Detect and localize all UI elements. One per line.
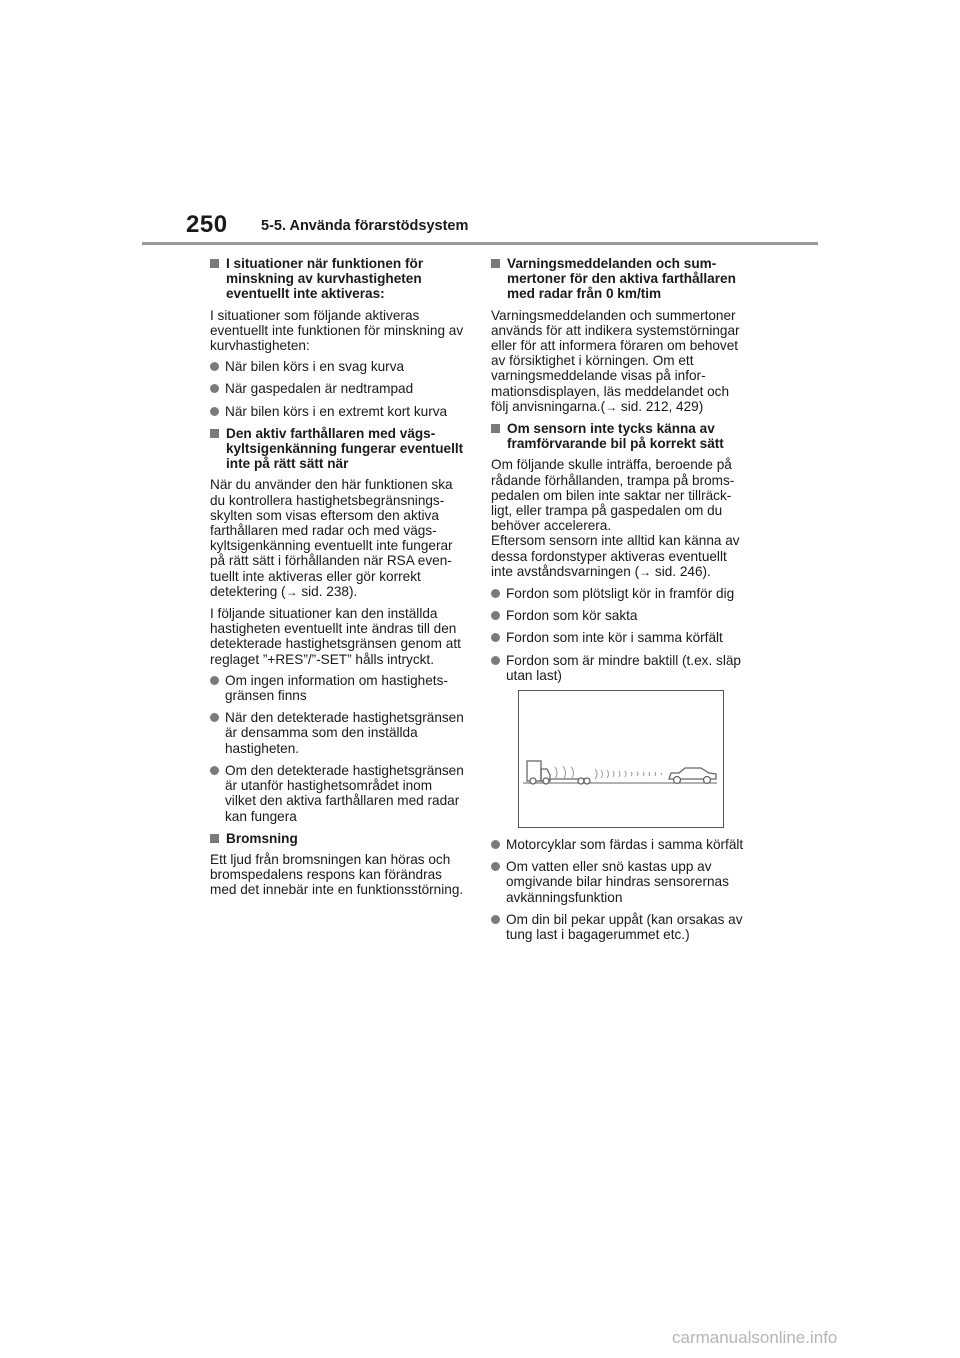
list-item <box>491 586 747 601</box>
truck-car-diagram <box>519 691 723 827</box>
section-heading <box>491 256 747 302</box>
square-bullet-icon <box>210 259 219 268</box>
circle-bullet-icon <box>210 676 219 685</box>
square-bullet-icon <box>491 424 500 433</box>
watermark: carmanualsonline.info <box>672 1328 838 1347</box>
section-heading <box>210 426 466 472</box>
paragraph <box>210 477 466 600</box>
circle-bullet-icon <box>210 407 219 416</box>
paragraph-text: Om följande skulle inträffa, beroende på rådande förhållanden, trampa på bromspedalen om bilen inte saktar ner tillräckligt, eller trampa på gaspedalen om du behöver accelerera. Eftersom sensorn inte alltid kan känna av dessa fordonstyper aktiveras eventuellt inte avståndsvarningen ( <box>491 457 740 579</box>
paragraph-text: När du använder den här funktionen ska du kontrollera hastighetsbegränsningsskylten som visas eftersom den aktiva farthållaren med radar och med vägskyltsigenkänning eventuellt inte fungerar på rätt sätt i förhållanden när RSA eventuellt inte aktiveras eller gör korrekt detektering ( <box>210 477 453 599</box>
list-item <box>491 859 747 905</box>
page-reference-link[interactable]: sid. 212, 429) <box>620 398 704 414</box>
list-item <box>210 710 466 756</box>
list-item-text: Motorcyklar som färdas i samma körfält <box>506 837 744 853</box>
left-column <box>210 256 466 904</box>
circle-bullet-icon <box>210 713 219 722</box>
list-item-text: Om ingen information om hastighetsgränsen finns <box>225 672 448 704</box>
list-item <box>210 359 466 374</box>
list-item <box>491 837 747 852</box>
circle-bullet-icon <box>491 915 500 924</box>
list-item-text: Fordon som plötsligt kör in framför dig <box>506 586 735 602</box>
circle-bullet-icon <box>491 611 500 620</box>
square-bullet-icon <box>491 259 500 268</box>
circle-bullet-icon <box>491 840 500 849</box>
list-item-text: Fordon som är mindre baktill (t.ex. släp utan last) <box>506 652 741 683</box>
list-item-text: När bilen körs i en svag kurva <box>225 359 405 375</box>
truck-icon <box>527 761 590 784</box>
list-item <box>210 763 466 824</box>
circle-bullet-icon <box>491 589 500 598</box>
header-divider <box>142 242 818 245</box>
list-item <box>491 653 747 683</box>
list-item-text: Om din bil pekar uppåt (kan orsakas av tung last i bagagerummet etc.) <box>506 911 743 943</box>
circle-bullet-icon <box>210 384 219 393</box>
paragraph <box>491 308 747 415</box>
truck-radar-illustration <box>518 690 724 828</box>
list-item-text: När den detekterade hastighetsgränsen är densamma som den inställda hastigheten. <box>225 710 464 756</box>
list-item-text: När gaspedalen är nedtrampad <box>225 381 414 397</box>
paragraph: I situationer som följande aktiveras eventuellt inte funktionen för minskning av kurvhastigheten: <box>210 307 464 354</box>
list-item-text: Om den detekterade hastighetsgränsen är utanför hastighetsområdet inom vilket den aktiva farthållaren med radar kan fungera <box>225 762 464 824</box>
heading-text: Den aktiv farthållaren med vägskyltsigenkänning fungerar eventuellt inte på rätt sätt när <box>226 425 464 472</box>
paragraph: I följande situationer kan den inställda hastigheten eventuellt inte ändras till den detekterade hastighetsgränsen genom att reglaget ”+RES”/”-SET” hålls intryckt. <box>210 606 461 667</box>
list-item <box>491 608 747 623</box>
list-item-text: Fordon som kör sakta <box>506 608 638 624</box>
list-item-text: Fordon som inte kör i samma körfält <box>506 630 723 646</box>
circle-bullet-icon <box>210 362 219 371</box>
radar-wave-icon <box>555 766 662 780</box>
page-reference-link[interactable]: sid. 238). <box>301 583 358 599</box>
list-item-text: När bilen körs i en extremt kort kurva <box>225 403 448 419</box>
heading-text: I situationer när funktionen för minskning av kurvhastigheten eventuellt inte aktiveras: <box>226 256 424 302</box>
square-bullet-icon <box>210 429 219 438</box>
paragraph-text: Varningsmeddelanden och summertoner används för att indikera systemstörningar eller för att informera föraren om behovet av försiktighet i körningen. Om ett varningsmeddelande visas på informationsdisplayen, läs meddelandet och följ anvisningarna.( <box>491 307 740 414</box>
square-bullet-icon <box>210 834 219 843</box>
circle-bullet-icon <box>210 766 219 775</box>
list-item <box>491 630 747 645</box>
paragraph <box>491 457 747 580</box>
right-column <box>491 256 747 949</box>
list-item <box>210 673 466 703</box>
section-heading <box>210 256 466 302</box>
circle-bullet-icon <box>491 633 500 642</box>
list-item <box>210 404 466 419</box>
heading-text: Bromsning <box>226 830 298 846</box>
page-reference-link[interactable]: sid. 246). <box>654 563 711 579</box>
car-icon <box>669 768 716 784</box>
heading-text: Om sensorn inte tycks känna av framförvarande bil på korrekt sätt <box>507 421 724 452</box>
section-heading <box>210 831 466 846</box>
list-item <box>210 381 466 396</box>
section-heading <box>491 421 747 451</box>
arrow-icon: → <box>639 564 652 579</box>
list-item-text: Om vatten eller snö kastas upp av omgivande bilar hindras sensorernas avkänningsfunktion <box>506 859 729 905</box>
circle-bullet-icon <box>491 862 500 871</box>
arrow-icon: → <box>285 584 298 599</box>
heading-text: Varningsmeddelanden och summertoner för den aktiva farthållaren med radar från 0 km/tim <box>507 256 736 302</box>
chapter-title: 5-5. Använda förarstödsystem <box>261 218 469 234</box>
list-item <box>491 912 747 942</box>
circle-bullet-icon <box>491 656 500 665</box>
arrow-icon: → <box>605 399 618 414</box>
paragraph: Ett ljud från bromsningen kan höras och bromspedalens respons kan förändras med det innebär inte en funktionsstörning. <box>210 851 464 898</box>
page-number: 250 <box>186 211 228 238</box>
